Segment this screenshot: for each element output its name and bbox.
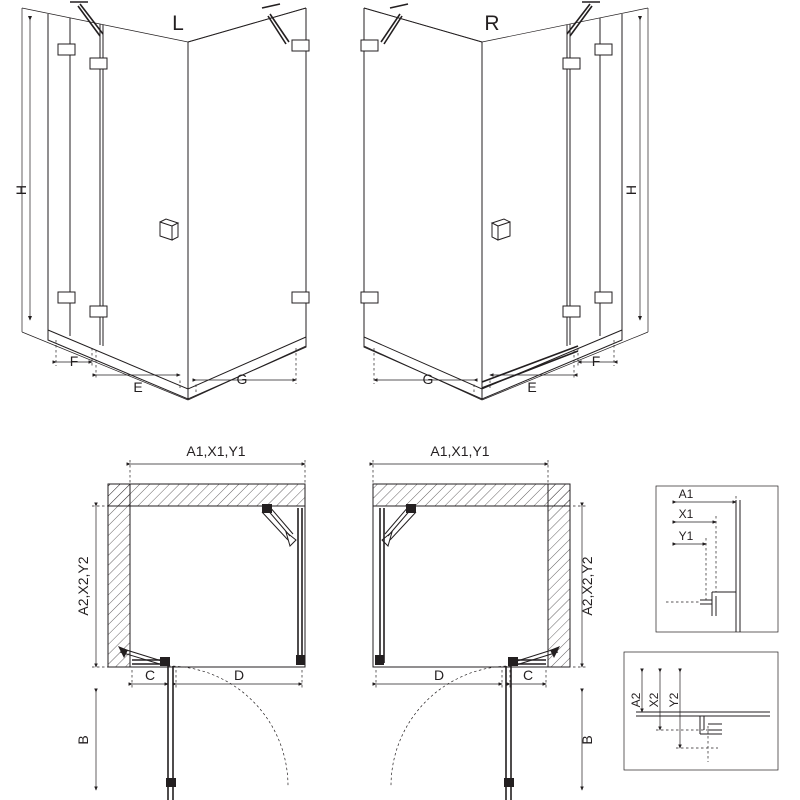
isometric-view-left — [13, 2, 309, 400]
dim-height-right: H — [623, 184, 639, 196]
plan-view-right — [373, 443, 595, 800]
detail-profile-vertical — [624, 652, 778, 770]
detail-label-x1: X1 — [678, 507, 694, 521]
detail-label-a2: A2 — [629, 692, 643, 708]
dim-c-plan-right: C — [522, 667, 534, 683]
detail-label-a1: A1 — [678, 487, 694, 501]
detail-label-y1: Y1 — [678, 529, 694, 543]
plan-view-left — [75, 443, 305, 800]
label-door-left: E — [133, 379, 143, 395]
label-fixed-panel-right: G — [422, 371, 434, 387]
label-side-panel-right: F — [591, 353, 601, 369]
dim-b-plan-right: B — [579, 735, 595, 745]
dim-d-plan-right: D — [433, 667, 445, 683]
handing-label-left: L — [172, 12, 184, 35]
dim-b-plan-left: B — [75, 735, 91, 745]
dim-height-left: H — [13, 184, 29, 196]
handing-label-right: R — [484, 12, 500, 35]
dim-depth-plan-right: A2,X2,Y2 — [579, 556, 595, 616]
dim-width-plan-left: A1,X1,Y1 — [186, 443, 246, 459]
detail-profile-horizontal — [656, 486, 778, 632]
dim-d-plan-left: D — [233, 667, 245, 683]
label-door-right: E — [527, 379, 537, 395]
label-side-panel-left: F — [69, 353, 79, 369]
label-fixed-panel-left: G — [236, 371, 248, 387]
isometric-view-right — [361, 2, 648, 400]
detail-label-y2: Y2 — [667, 692, 681, 708]
dim-depth-plan-left: A2,X2,Y2 — [75, 556, 91, 616]
dim-width-plan-right: A1,X1,Y1 — [430, 443, 490, 459]
detail-label-x2: X2 — [647, 692, 661, 708]
dim-c-plan-left: C — [144, 667, 156, 683]
